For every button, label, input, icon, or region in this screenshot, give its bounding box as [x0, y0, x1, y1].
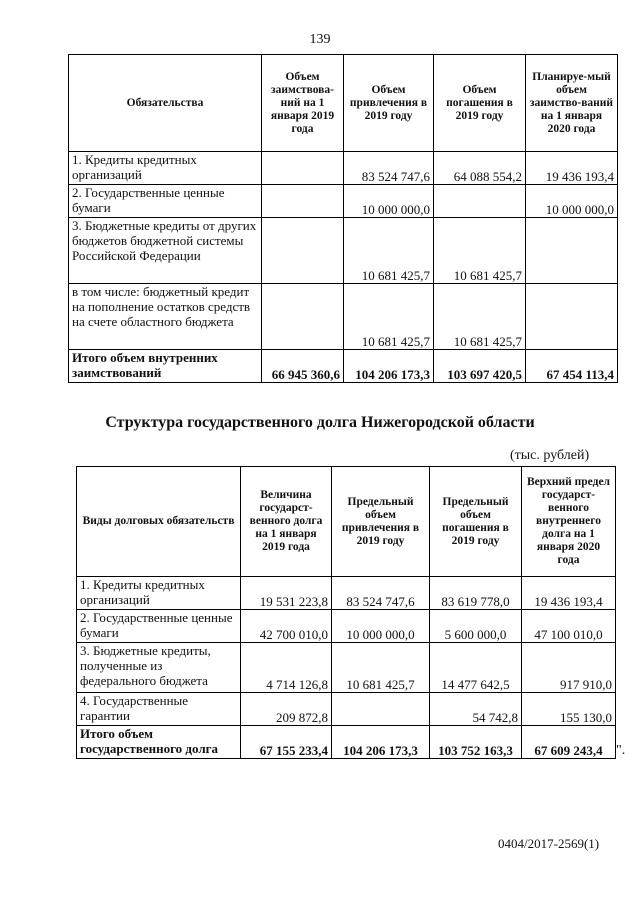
- cell: 83 619 778,0: [430, 577, 522, 610]
- cell: 42 700 010,0: [241, 610, 332, 643]
- cell: 10 000 000,0: [526, 185, 618, 218]
- table-row: [77, 643, 616, 693]
- cell: 67 155 233,4: [241, 726, 332, 759]
- table-row: [77, 693, 616, 726]
- row-label: 2. Государственные ценные бумаги: [77, 610, 241, 643]
- cell: 66 945 360,6: [262, 350, 344, 383]
- row-label: 1. Кредиты кредитных организаций: [69, 152, 262, 185]
- section-title: Структура государственного долга Нижегородской области: [105, 414, 535, 431]
- cell: 10 681 425,7: [344, 218, 434, 284]
- table2-header-debt-types: Виды долговых обязательств: [77, 467, 241, 577]
- table2-header-repayment-limit: Предельный объем погашения в 2019 году: [430, 467, 522, 577]
- cell: 67 454 113,4: [526, 350, 618, 383]
- row-label: 2. Государственные ценные бумаги: [69, 185, 262, 218]
- row-label: Итого объем внутренних заимствований: [69, 350, 262, 383]
- row-label: Итого объем государственного долга: [77, 726, 241, 759]
- cell: 104 206 173,3: [332, 726, 430, 759]
- cell: [526, 218, 618, 284]
- cell: 10 681 425,7: [434, 218, 526, 284]
- cell: 104 206 173,3: [344, 350, 434, 383]
- cell: 67 609 243,4: [522, 726, 616, 759]
- cell: [434, 185, 526, 218]
- cell: 10 681 425,7: [344, 284, 434, 350]
- table-row: [69, 218, 618, 284]
- table1-header-repayment: Объем погашения в 2019 году: [434, 55, 526, 152]
- row-label: в том числе: бюджетный кредит на пополнение остатков средств на счете областного бюджета: [69, 284, 262, 350]
- document-code: 0404/2017-2569(1): [498, 836, 600, 851]
- cell: 54 742,8: [430, 693, 522, 726]
- table1-header-volume-2019: Объем заимствова-ний на 1 января 2019 года: [262, 55, 344, 152]
- closing-quote: ".: [616, 743, 626, 758]
- cell: 103 752 163,3: [430, 726, 522, 759]
- debt-structure-table: [76, 466, 616, 759]
- table-row: [69, 284, 618, 350]
- total-row: [77, 726, 616, 759]
- cell: 19 436 193,4: [522, 577, 616, 610]
- table-row: [77, 577, 616, 610]
- page-number: 139: [309, 32, 331, 47]
- row-label: 3. Бюджетные кредиты от других бюджетов бюджетной системы Российской Федерации: [69, 218, 262, 284]
- table2-header-debt-2019: Величина государст-венного долга на 1 января 2019 года: [241, 467, 332, 577]
- cell: 19 436 193,4: [526, 152, 618, 185]
- cell: 103 697 420,5: [434, 350, 526, 383]
- cell: 10 681 425,7: [332, 643, 430, 693]
- cell: 19 531 223,8: [241, 577, 332, 610]
- cell: [262, 185, 344, 218]
- row-label: 4. Государственные гарантии: [77, 693, 241, 726]
- cell: 10 000 000,0: [332, 610, 430, 643]
- cell: [332, 693, 430, 726]
- table-row: [77, 610, 616, 643]
- cell: 14 477 642,5: [430, 643, 522, 693]
- cell: 5 600 000,0: [430, 610, 522, 643]
- cell: 10 000 000,0: [344, 185, 434, 218]
- table-row: [69, 185, 618, 218]
- cell: [262, 284, 344, 350]
- cell: 209 872,8: [241, 693, 332, 726]
- cell: 917 910,0: [522, 643, 616, 693]
- total-row: [69, 350, 618, 383]
- table2-header-attraction-limit: Предельный объем привлечения в 2019 году: [332, 467, 430, 577]
- cell: 4 714 126,8: [241, 643, 332, 693]
- cell: 83 524 747,6: [344, 152, 434, 185]
- cell: [262, 152, 344, 185]
- cell: [526, 284, 618, 350]
- row-label: 1. Кредиты кредитных организаций: [77, 577, 241, 610]
- table2-header-upper-limit: Верхний предел государст-венного внутреннего долга на 1 января 2020 года: [522, 467, 616, 577]
- table1-header-attraction: Объем привлечения в 2019 году: [344, 55, 434, 152]
- cell: 155 130,0: [522, 693, 616, 726]
- table1-header-planned: Планируе-мый объем заимство-ваний на 1 января 2020 года: [526, 55, 618, 152]
- table-row: [69, 152, 618, 185]
- cell: 10 681 425,7: [434, 284, 526, 350]
- cell: 64 088 554,2: [434, 152, 526, 185]
- unit-label: (тыс. рублей): [510, 448, 590, 463]
- table1-header-obligations: Обязательства: [69, 55, 262, 152]
- cell: 83 524 747,6: [332, 577, 430, 610]
- cell: 47 100 010,0: [522, 610, 616, 643]
- cell: [262, 218, 344, 284]
- borrowings-table: [68, 54, 618, 383]
- row-label: 3. Бюджетные кредиты, полученные из федерального бюджета: [77, 643, 241, 693]
